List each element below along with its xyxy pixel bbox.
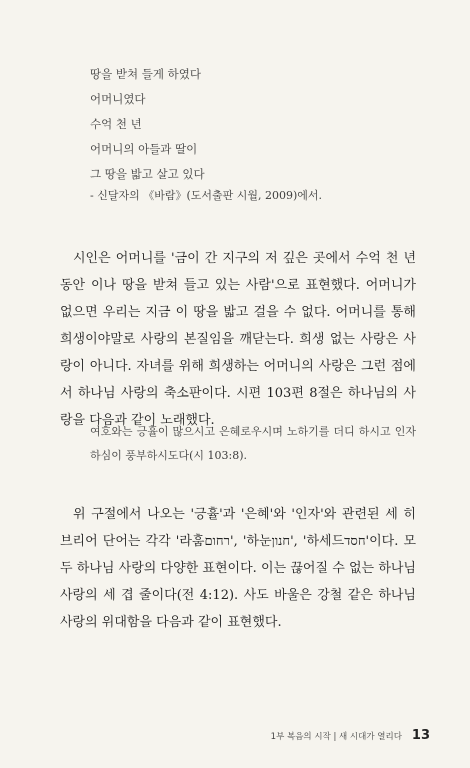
- running-footer: 1부 복음의 시작 | 새 시대가 열리다: [270, 732, 402, 742]
- poem-line: 수억 천 년: [90, 117, 142, 131]
- page-number: 13: [411, 728, 430, 743]
- poem-line: 어머니의 아들과 딸이: [90, 142, 198, 156]
- page-footer: [271, 728, 430, 743]
- body-paragraph-1: 시인은 어머니를 '금이 간 지구의 저 깊은 곳에서 수억 천 년 동안 이나 땅을 받쳐 들고 있는 사람'으로 표현했다. 어머니가 없으면 우리는 지금 이 땅을 밟고 걸을 수 없다. 어머니를 통해 희생이야말로 사랑의 본질임을 깨닫는다. 희생 없는 사랑은 사랑이 아니다. 자녀를 위해 희생하는 어머니의 사랑은 그런 점에서 하나님 사랑의 축소판이다. 시편 103편 8절은 하나님의 사랑을 다음과 같이 노래했다.: [60, 251, 416, 428]
- poem-line: 땅을 받쳐 들게 하였다: [90, 67, 201, 81]
- poem-excerpt: [90, 62, 450, 203]
- body-paragraph-2: 위 구절에서 나오는 '긍휼'과 '은혜'와 '인자'와 관련된 세 히브리어 단어는 각각 '라훔רחום', '하눈חנון', '하세드חסד'이다. 모두 하나님 사랑의 다양한 표현이다. 이는 끊어질 수 없는 하나님 사랑의 세 겹 줄이다(전 4:12). 사도 바울은 강철 같은 하나님 사랑의 위대함을 다음과 같이 표현했다.: [60, 507, 417, 630]
- poem-line: 그 땅을 밟고 살고 있다: [90, 167, 205, 181]
- poem-source: - 신달자의 《바람》(도서출판 시월, 2009)에서.: [90, 189, 323, 202]
- poem-line: 어머니였다: [90, 92, 146, 106]
- scripture-quote: 여호와는 긍휼이 많으시고 은혜로우시며 노하기를 더디 하시고 인자하심이 풍부하시도다(시 103:8).: [90, 425, 416, 462]
